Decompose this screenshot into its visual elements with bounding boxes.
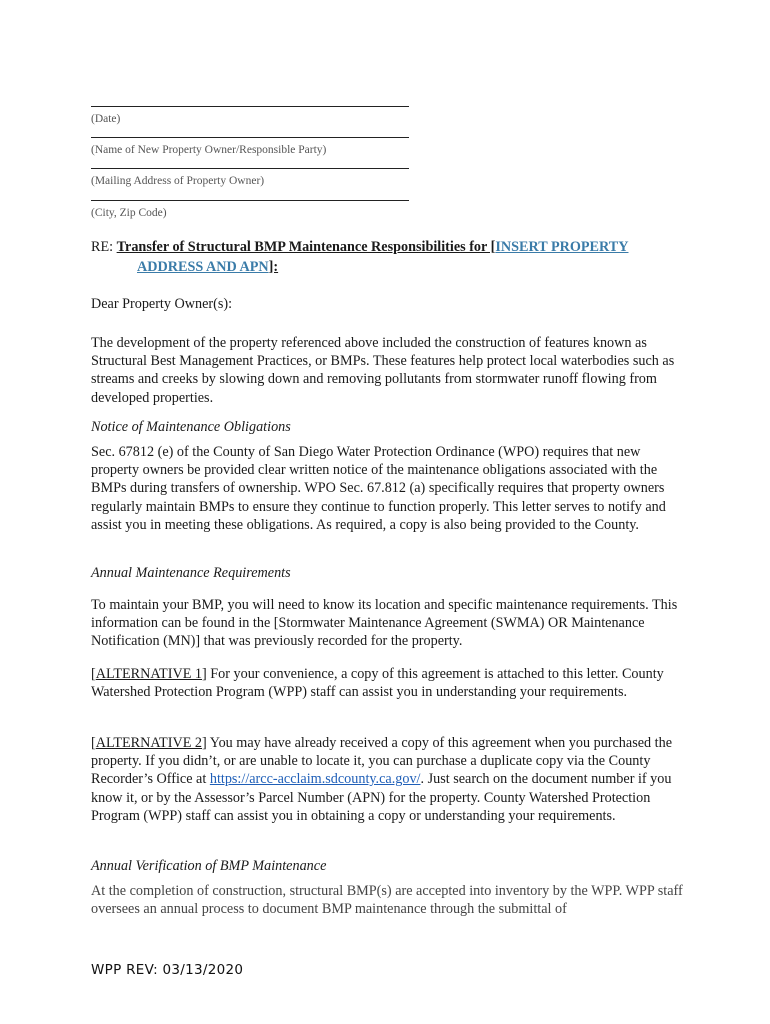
date-line <box>91 106 409 107</box>
owner-name-line <box>91 137 409 138</box>
alt1-open: [ <box>91 666 96 682</box>
notice-paragraph: Sec. 67812 (e) of the County of San Diego Water Protection Ordinance (WPO) requires that new property owners be provided clear written notice of the maintenance obligations associated with the BMPs during transfers of ownership. WPO Sec. 67.812 (a) specifically requires that property owners regularly maintain BMPs to ensure they continue to function properly. This letter serves to notify and assist you in meeting these obligations. As required, a copy is also being provided to the County. <box>91 444 666 533</box>
verification-paragraph: At the completion of construction, structural BMP(s) are accepted into inventory by the WPP. WPP staff oversees an annual process to document BMP maintenance through the submittal of <box>91 883 683 918</box>
date-caption: (Date) <box>91 113 121 125</box>
owner-name-caption: (Name of New Property Owner/Responsible Party) <box>91 144 327 156</box>
alternative-1-label: ALTERNATIVE 1 <box>95 666 202 682</box>
re-line <box>91 237 681 277</box>
property-placeholder-2[interactable]: ADDRESS AND APN <box>137 259 269 275</box>
re-subject: Transfer of Structural BMP Maintenance Responsibilities for [ <box>116 239 496 255</box>
alternative-2-label: ALTERNATIVE 2 <box>95 735 202 751</box>
salutation: Dear Property Owner(s): <box>91 296 233 312</box>
alt1-text: ] For your convenience, a copy of this agreement is attached to this letter. County Watershed Protection Program (WPP) staff can assist you in understanding your requirements. <box>91 666 664 701</box>
re-suffix: ]: <box>268 259 279 275</box>
city-zip-line <box>91 200 409 201</box>
mailing-address-field[interactable] <box>91 168 409 188</box>
alt2-text-b: . Just search on the document number if you know it, or by the Assessor’s Parcel Number (APN) for the property. County Watershed Protection Program (WPP) staff can assist you in obtaining a copy or understanding your requirements. <box>91 771 672 824</box>
property-placeholder-1[interactable]: INSERT PROPERTY <box>495 239 629 255</box>
intro-paragraph: The development of the property referenced above included the construction of features known as Structural Best Management Practices, or BMPs. These features help protect local waterbodies such as streams and creeks by slowing down and removing pollutants from stormwater runoff flowing from developed properties. <box>91 335 675 406</box>
recorder-link[interactable]: https://arcc-acclaim.sdcounty.ca.gov/ <box>209 771 421 788</box>
mailing-address-caption: (Mailing Address of Property Owner) <box>91 175 265 187</box>
city-zip-field[interactable] <box>91 200 409 220</box>
date-field[interactable] <box>91 106 409 126</box>
mailing-address-line <box>91 168 409 169</box>
re-prefix: RE: <box>91 239 117 255</box>
alternative-1-paragraph <box>91 665 683 701</box>
owner-name-field[interactable] <box>91 137 409 157</box>
annual-heading: Annual Maintenance Requirements <box>91 565 291 581</box>
revision-footer: WPP REV: 03/13/2020 <box>91 962 244 978</box>
verification-heading: Annual Verification of BMP Maintenance <box>91 858 327 874</box>
alt2-text-a: ] You may have already received a copy of this agreement when you purchased the property. If you didn’t, or are unable to locate it, you can purchase a duplicate copy via the County Recorder’s Office at <box>91 735 672 788</box>
alternative-2-paragraph <box>91 734 683 825</box>
city-zip-caption: (City, Zip Code) <box>91 207 167 219</box>
alt2-open: [ <box>91 735 96 751</box>
notice-heading: Notice of Maintenance Obligations <box>91 419 291 435</box>
annual-paragraph: To maintain your BMP, you will need to know its location and specific maintenance requirements. This information can be found in the [Stormwater Maintenance Agreement (SWMA) OR Maintenance Notification (MN)] that was previously recorded for the property. <box>91 597 678 650</box>
